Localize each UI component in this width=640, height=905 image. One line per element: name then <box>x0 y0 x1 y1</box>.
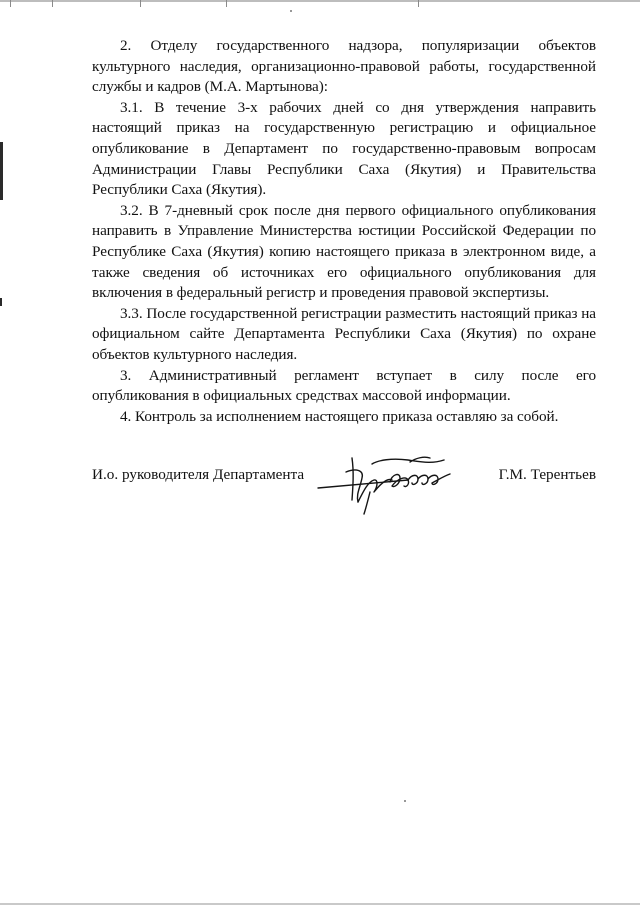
scan-top-tick <box>226 0 227 7</box>
handwritten-signature <box>312 452 462 518</box>
signature-block <box>92 462 596 522</box>
scan-top-tick <box>418 0 419 7</box>
scan-top-tick <box>52 0 53 7</box>
paragraph-3-1: 3.1. В течение 3-х рабочих дней со дня утверждения направить настоящий приказ на государственную регистрацию и официальное опубликование в Департамент по государственно-правовым вопросам Администрации Главы Республики Саха (Якутия) и Правительства Республики Саха (Якутия). <box>92 98 596 199</box>
scan-speck <box>290 10 292 12</box>
scan-top-tick <box>10 0 11 7</box>
paragraph-3-2: 3.2. В 7-дневный срок после дня первого официального опубликования направить в Управление Министерства юстиции Российской Федерации по Республике Саха (Якутия) копию настоящего приказа в электронном виде, а также сведения об источниках его официального опубликования для включения в федеральный регистр и проведения правовой экспертизы. <box>92 201 596 302</box>
paragraph-3-regulation: 3. Административный регламент вступает в силу после его опубликования в официальных средствах массовой информации. <box>92 366 596 405</box>
scan-left-mark <box>0 142 3 200</box>
scan-left-mark <box>0 298 2 306</box>
signatory-position: И.о. руководителя Департамента <box>92 466 305 483</box>
document-body <box>92 36 596 427</box>
scan-top-tick <box>140 0 141 7</box>
scan-speck <box>404 800 406 802</box>
signatory-name: Г.М. Терентьев <box>498 466 596 483</box>
scan-top-edge <box>0 0 640 2</box>
paragraph-3-3: 3.3. После государственной регистрации разместить настоящий приказ на официальном сайте Департамента Республики Саха (Якутия) по охране объектов культурного наследия. <box>92 304 596 363</box>
paragraph-4: 4. Контроль за исполнением настоящего приказа оставляю за собой. <box>120 407 559 425</box>
paragraph-2: 2. Отделу государственного надзора, популяризации объектов культурного наследия, организационно-правовой работы, государственной службы и кадров (М.А. Мартынова): <box>92 37 596 96</box>
